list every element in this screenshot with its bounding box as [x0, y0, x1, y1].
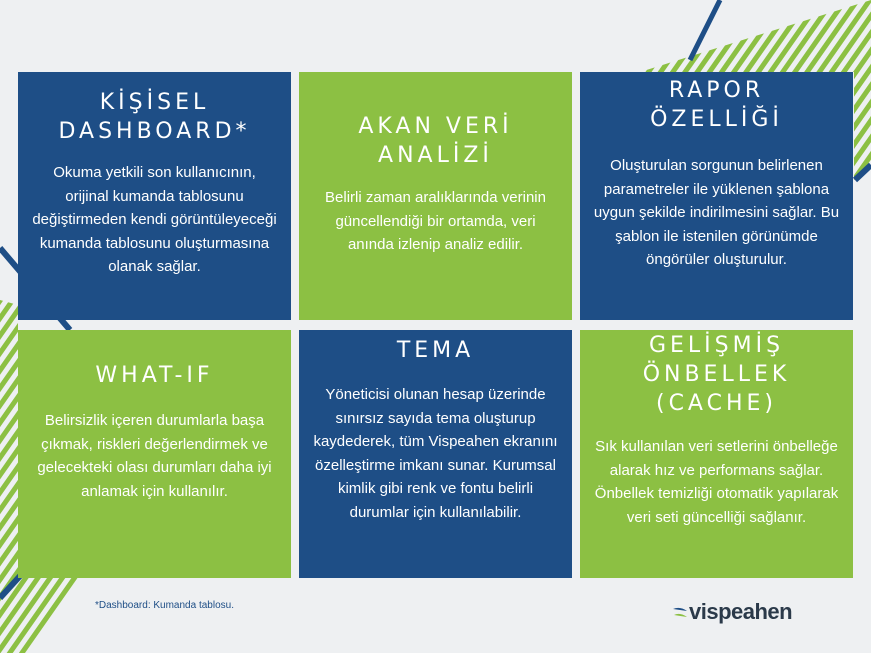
card-description: Oluşturulan sorgunun belirlenen parametreler ile yüklenen şablona uygun şekilde indirilmesini sağlar. Bu şablon ile istenilen görünümde öngörüler oluşturulur.: [593, 157, 840, 268]
logo-wordmark: vispeahen: [689, 599, 793, 624]
card-description: Belirsizlik içeren durumlarla başa çıkmak, riskleri değerlendirmek ve gelecekteki olası durumları daha iyi anlamak için kullanılır.: [37, 412, 272, 500]
logo-mark-icon: [672, 601, 688, 623]
feature-card-rapor-ozelligi: [580, 72, 853, 320]
card-description: Yöneticisi olunan hesap üzerinde sınırsız sayıda tema oluşturup kaydederek, tüm Vispeahen ekranını özelleştirme imkanı sunar. Kurumsal kimlik gibi renk ve fontu belirli durumlar için kullanılabilir.: [313, 386, 558, 521]
feature-card-akan-veri-analizi: [299, 72, 572, 320]
card-title: AKAN VERİ ANALİZİ: [358, 114, 513, 168]
card-description: Belirli zaman aralıklarında verinin güncellendiği bir ortamda, veri anında izlenip analiz edilir.: [325, 189, 546, 253]
card-description: Sık kullanılan veri setlerini önbelleğe alarak hız ve performans sağlar. Önbellek temizliği otomatik yapılarak veri seti güncelliği sağlanır.: [594, 438, 839, 526]
card-title: WHAT-IF: [95, 363, 214, 388]
vispeahen-logo: [672, 595, 792, 629]
feature-card-what-if: [18, 330, 291, 578]
footnote: *Dashboard: Kumanda tablosu.: [95, 600, 234, 611]
card-title: KİŞİSEL DASHBOARD*: [58, 90, 251, 144]
card-title: GELİŞMİŞ ÖNBELLEK (CACHE): [642, 333, 791, 416]
card-description: Okuma yetkili son kullanıcının, orijinal kumanda tablosunu değiştirmeden kendi görüntüleyeceği kumanda tablosunu oluşturmasına olanak sağlar.: [32, 164, 277, 275]
feature-card-tema: [299, 330, 572, 578]
card-title: TEMA: [396, 338, 475, 363]
card-title: RAPOR ÖZELLİĞİ: [650, 78, 783, 132]
feature-card-gelismis-onbellek: [580, 330, 853, 578]
feature-card-kisisel-dashboard: [18, 72, 291, 320]
